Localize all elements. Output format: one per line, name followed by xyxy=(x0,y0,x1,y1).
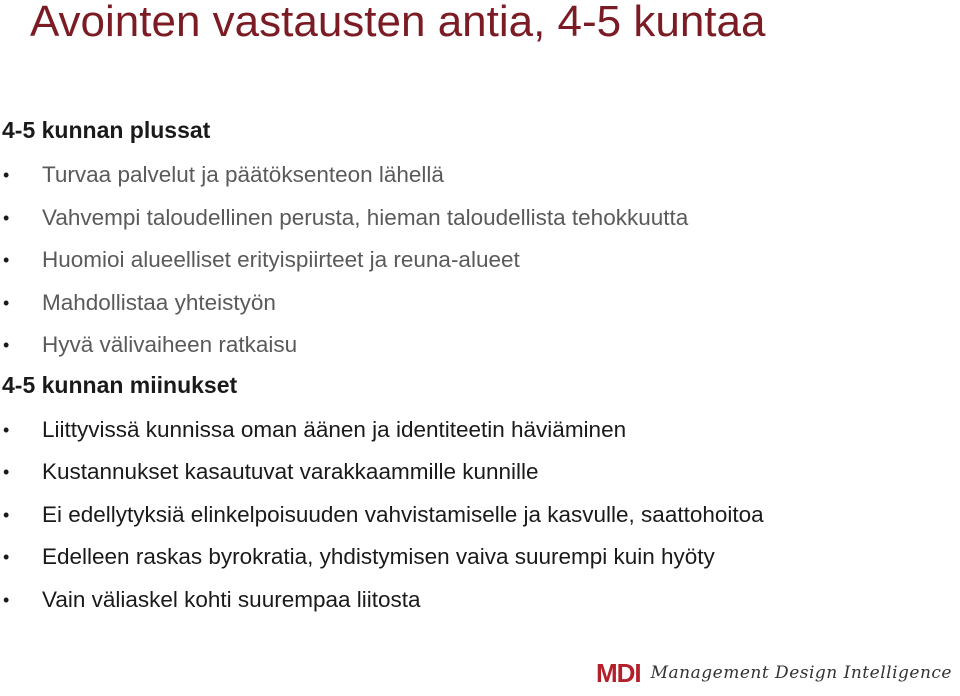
minus-item xyxy=(0,409,950,452)
slide-title: Avointen vastausten antia, 4-5 kuntaa xyxy=(30,0,766,46)
plus-heading: 4-5 kunnan plussat xyxy=(2,117,211,143)
plus-section xyxy=(0,112,950,367)
minus-heading: 4-5 kunnan miinukset xyxy=(2,371,238,398)
plus-item xyxy=(0,324,950,367)
bullet-icon: • xyxy=(3,165,10,185)
plus-item-text: Mahdollistaa yhteistyön xyxy=(42,289,276,315)
plus-item xyxy=(0,282,950,325)
plus-item-text: Vahvempi taloudellinen perusta, hieman taloudellista tehokkuutta xyxy=(42,204,689,230)
plus-item xyxy=(0,239,950,282)
plus-item-text: Turvaa palvelut ja päätöksenteon lähellä xyxy=(42,162,444,187)
minus-item xyxy=(0,451,950,494)
bullet-icon: • xyxy=(3,335,10,355)
bullet-icon: • xyxy=(3,504,10,525)
bullet-icon: • xyxy=(3,250,10,270)
minus-item-text: Edelleen raskas byrokratia, yhdistymisen vaiva suurempi kuin hyöty xyxy=(42,544,715,569)
minus-section xyxy=(0,367,950,622)
minus-item-text: Ei edellytyksiä elinkelpoisuuden vahvistamiselle ja kasvulle, saattohoitoa xyxy=(42,501,764,527)
bullet-icon: • xyxy=(3,207,10,228)
plus-item-text: Huomioi alueelliset erityispiirteet ja reuna-alueet xyxy=(42,247,520,272)
minus-item xyxy=(0,494,950,537)
minus-item-text: Kustannukset kasautuvat varakkaammille kunnille xyxy=(42,459,539,484)
minus-item-text: Vain väliaskel kohti suurempaa liitosta xyxy=(42,586,421,612)
logo-brand: MDI xyxy=(595,657,641,688)
minus-item xyxy=(0,536,950,579)
bullet-icon: • xyxy=(3,419,10,440)
plus-item xyxy=(0,197,950,240)
slide-content xyxy=(0,112,950,621)
bullet-icon: • xyxy=(3,589,10,610)
minus-list xyxy=(0,409,950,622)
minus-item xyxy=(0,579,950,622)
bullet-icon: • xyxy=(3,292,10,313)
logo-tagline: Management Design Intelligence xyxy=(650,663,952,683)
mdi-logo xyxy=(596,658,952,688)
plus-item-text: Hyvä välivaiheen ratkaisu xyxy=(42,332,298,357)
minus-item-text: Liittyvissä kunnissa oman äänen ja identiteetin häviäminen xyxy=(42,416,627,442)
plus-item xyxy=(0,154,950,197)
plus-list xyxy=(0,154,950,367)
bullet-icon: • xyxy=(3,462,10,482)
bullet-icon: • xyxy=(3,547,10,567)
